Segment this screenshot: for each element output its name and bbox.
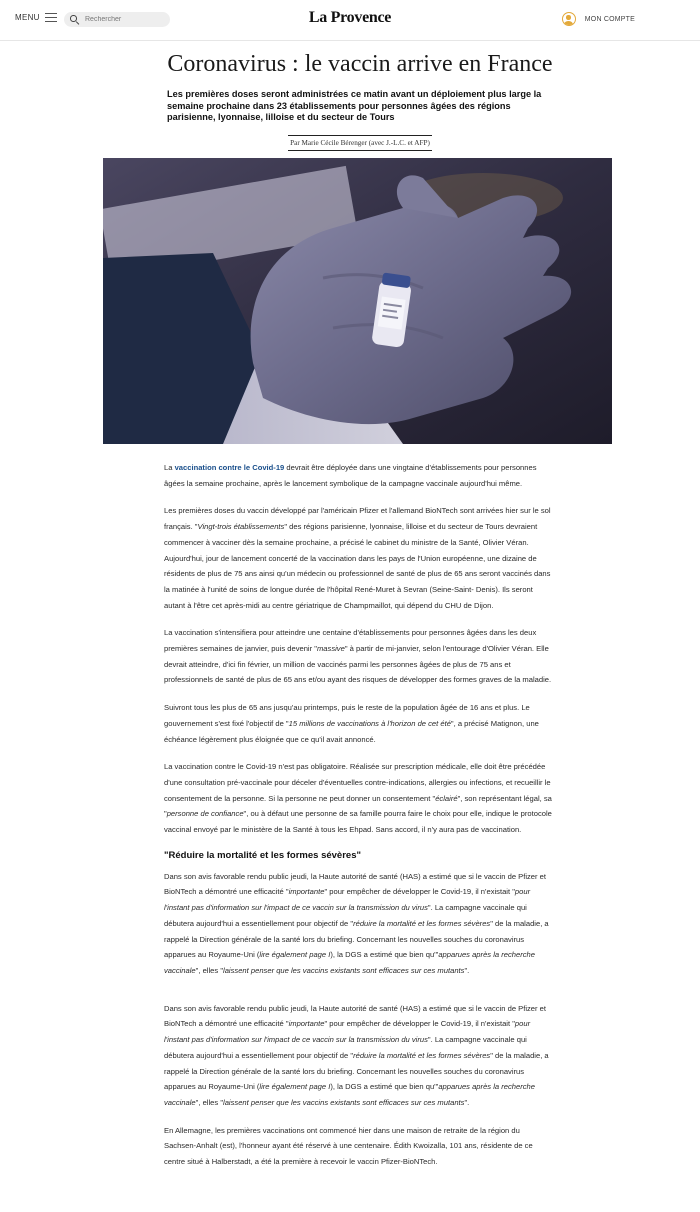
paragraph-1: La vaccination contre le Covid-19 devrait être déployée dans une vingtaine d'établissements pour personnes âgées la semaine prochaine, après le lancement symbolique de la campagne vaccinale aujourd'hui même. xyxy=(164,463,537,488)
paragraph-3: La vaccination s'intensifiera pour atteindre une centaine d'établissements pour personnes âgées dans les deux premières semaines de janvier, puis devenir "massive" à partir de mi-janvier, selon l'entourage d'Olivier Véran. Elle devrait atteindre, d'ici fin février, un million de vaccinés parmi les personnes âgées de plus de 75 ans et professionnels de santé de plus de 65 ans et/ou ayant des risques de développer des formes graves de la maladie. xyxy=(164,628,552,685)
paragraph-6: Dans son avis favorable rendu public jeudi, la Haute autorité de santé (HAS) a estimé que si le vaccin de Pfizer et BioNTech a démontré une efficacité "importante" pour empêcher de développer le Covid-19, il n'existait "pour l'instant pas d'information sur l'impact de ce vaccin sur la transmission du virus". La campagne vaccinale qui débutera aujourd'hui a essentiellement pour objectif de "réduire la mortalité et les formes sévères" de la maladie, a rappelé la Direction générale de la santé lors du briefing. Concernant les nouvelles souches du coronavirus apparues au Royaume-Uni (lire également page I), la DGS a estimé que bien qu'"apparues après la recherche vaccinale", elles "laissent penser que les vaccins existants sont efficaces sur ces mutants". xyxy=(164,871,549,975)
site-logo[interactable]: La Provence xyxy=(308,9,392,26)
paragraph-8: En Allemagne, les premières vaccinations ont commencé hier dans une maison de retraite de la région du Sachsen-Anhalt (est), l'honneur ayant été réservé à une centenaire. Édith Kwoizalla, 101 ans, résidente de ce centre situé à Halberstadt, a été la première à recevoir le vaccin Pfizer-BioNTech. xyxy=(164,1125,533,1167)
search-bar[interactable] xyxy=(64,12,170,27)
menu-button[interactable] xyxy=(15,13,57,22)
search-input[interactable] xyxy=(85,16,165,23)
account-label: MON COMPTE xyxy=(584,15,635,23)
article-body xyxy=(164,460,552,1182)
paragraph-2: Les premières doses du vaccin développé par l'américain Pfizer et l'allemand BioNTech sont arrivées hier sur le sol français. "Vingt-trois établissements" des régions parisienne, lyonnaise, lilloise et du secteur de Tours devraient commencer à vacciner dès la semaine prochaine, a précisé le cabinet du ministre de la Santé, Olivier Véran. Aujourd'hui, jour de lancement concerté de la vaccination dans les pays de l'Union européenne, une dizaine de résidents de plus de 75 ans ainsi qu'un médecin ou professionnel de santé de plus de 65 ans seront vaccinés dans la matinée à l'unité de soins de longue durée de l'hôpital René-Muret à Sevran (Seine-Saint- Denis). Ils seront autant à l'être cet après-midi au centre gériatrique de Champmaillot, qui dépend du CHU de Dijon. xyxy=(164,506,551,610)
site-header xyxy=(0,0,700,41)
article-title: Coronavirus : le vaccin arrive en France xyxy=(167,51,553,77)
article-lede: Les premières doses seront administrées ce matin avant un déploiement plus large la semaine prochaine dans 23 établissements pour personnes âgées des régions parisienne, lyonnaise, lilloise et du secteur de Tours xyxy=(167,89,542,122)
paragraph-4: Suivront tous les plus de 65 ans jusqu'au printemps, puis le reste de la population âgée de 16 ans et plus. Le gouvernement s'est fixé l'objectif de "15 millions de vaccinations à l'horizon de cet été", a précisé Matignon, une échéance légèrement plus éloignée que ce qu'il avait annoncé. xyxy=(164,703,539,744)
hamburger-icon xyxy=(45,13,57,22)
hero-image xyxy=(103,158,612,444)
user-icon xyxy=(562,12,576,26)
byline-wrap xyxy=(0,132,700,151)
menu-label: MENU xyxy=(15,13,40,22)
search-icon[interactable] xyxy=(70,15,79,24)
article-byline: Par Marie Cécile Bérenger (avec J.-L.C. et AFP) xyxy=(288,135,432,151)
section-subheading: "Réduire la mortalité et les formes sévères" xyxy=(164,849,361,861)
hero-illustration xyxy=(103,158,612,444)
vaccination-link[interactable]: vaccination contre le Covid-19 xyxy=(174,463,285,472)
paragraph-7: Dans son avis favorable rendu public jeudi, la Haute autorité de santé (HAS) a estimé que si le vaccin de Pfizer et BioNTech a démontré une efficacité "importante" pour empêcher de développer le Covid-19, il n'existait "pour l'instant pas d'information sur l'impact de ce vaccin sur la transmission du virus". La campagne vaccinale qui débutera aujourd'hui a essentiellement pour objectif de "réduire la mortalité et les formes sévères" de la maladie, a rappelé la Direction générale de la santé lors du briefing. Concernant les nouvelles souches du coronavirus apparues au Royaume-Uni (lire également page I), la DGS a estimé que bien qu'"apparues après la recherche vaccinale", elles "laissent penser que les vaccins existants sont efficaces sur ces mutants". xyxy=(164,1003,549,1107)
account-button[interactable] xyxy=(562,12,635,26)
paragraph-5: La vaccination contre le Covid-19 n'est pas obligatoire. Réalisée sur prescription médicale, elle doit être précédée d'une consultation pré-vaccinale pour déceler d'éventuelles contre-indications, allergies ou infections, et recueillir le consentement de la personne. Si la personne ne peut donner un consentement "éclairé", son représentant légal, sa "personne de confiance", ou à défaut une personne de sa famille pourra faire le choix pour elle, indique le protocole vaccinal envoyé par le ministère de la Santé à tous les Ehpad. Sans accord, il n'y aura pas de vaccination. xyxy=(164,762,552,835)
